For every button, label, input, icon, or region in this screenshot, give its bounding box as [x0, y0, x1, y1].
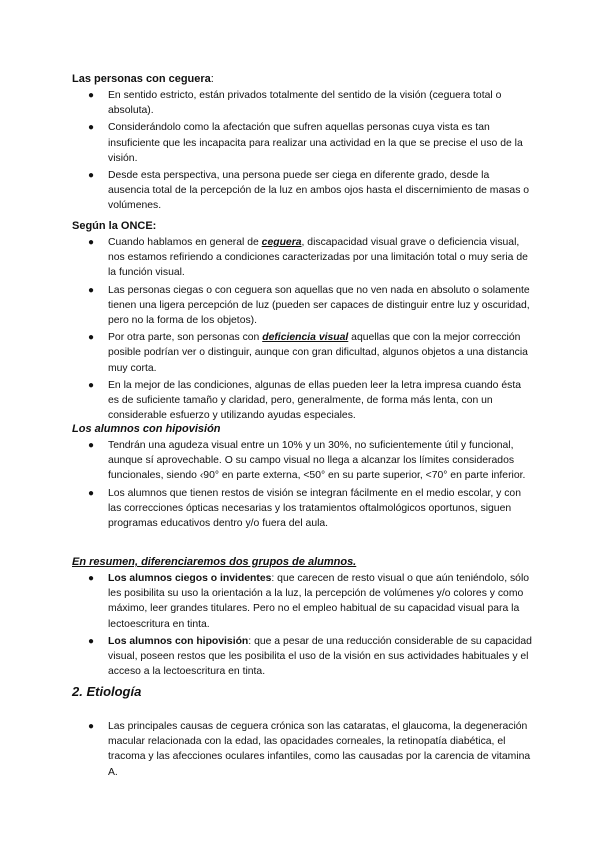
list-item: ● Los alumnos con hipovisión: que a pesar de una reducción considerable de su capacidad visual, poseen restos que les posibilita el uso de la visión en sus actividades habituales y el acceso a la lectoescritura en tinta. — [88, 635, 532, 678]
list-hipovision — [72, 438, 532, 533]
bullet-icon: ● — [88, 284, 95, 296]
list-item: ● Los alumnos ciegos o invidentes: que carecen de resto visual o que aún teniéndolo, sólo les posibilita su uso la orientación a la luz, la percepción de volúmenes y/o colores y como máximo, leer grandes titulares. Pero no el empleo habitual de su capacidad visual para la lectoescritura en tinta. — [88, 573, 530, 630]
bullet-icon: ● — [88, 332, 95, 344]
bullet-icon: ● — [88, 237, 95, 248]
heading-en-resumen: En resumen, diferenciaremos dos grupos de alumnos. — [72, 556, 357, 568]
term-ceguera: ceguera — [261, 237, 302, 248]
list-item: ● Tendrán una agudeza visual entre un 10% y un 30%, no suficientemente útil y funcional, aunque sí aprovechable. O su campo visual no llega a alcanzar los límites considerados funcionales, siendo ‹90° en parte externa, <50° en su parte superior, <70° en parte inferior. — [88, 440, 526, 482]
list-item: ● Las principales causas de ceguera crónica son las cataratas, el glaucoma, la degeneración macular relacionada con la edad, las opacidades corneales, la retinopatía diabética, el tracoma y las afecciones oculares infantiles, como las causadas por la carencia de vitamina A. — [88, 721, 531, 778]
heading-hipovision: Los alumnos con hipovisión — [72, 423, 221, 435]
heading-segun-once: Según la ONCE: — [72, 220, 157, 232]
heading-personas-ceguera: Las personas con ceguera: — [72, 73, 214, 85]
bullet-icon: ● — [88, 721, 95, 732]
bullet-icon: ● — [88, 379, 95, 391]
bullet-icon: ● — [88, 635, 95, 647]
list-item: ● Por otra parte, son personas con deficiencia visual aquellas que con la mejor corrección posible podrían ver o distinguir, aunque con gran dificultad, algunos objetos a una distancia muy corta. — [88, 332, 528, 374]
list-item: ● Considerándolo como la afectación que sufren aquellas personas cuya vista es tan insuficiente que les incapacita para realizar una actividad en la que se precise el uso de la visión. — [88, 122, 523, 164]
list-item: ● En sentido estricto, están privados totalmente del sentido de la visión (ceguera total o absoluta). — [88, 90, 502, 117]
list-item: ● Los alumnos que tienen restos de visión se integran fácilmente en el medio escolar, y con las correcciones ópticas necesarias y los tratamientos oftalmológicos oportunos, siguen programas educativos dentro y/o fuera del aula. — [88, 487, 521, 530]
list-item: ● Cuando hablamos en general de ceguera, discapacidad visual grave o deficiencia visual, nos estamos refiriendo a condiciones caracterizadas por una limitación total o muy seria de la función visual. — [88, 237, 528, 279]
list-segun-once — [72, 235, 532, 425]
list-item: ● Las personas ciegas o con ceguera son aquellas que no ven nada en absoluto o solamente tienen una ligera percepción de luz (pueden ser capaces de distinguir entre luz y oscuridad, pero no la forma de los objetos). — [88, 284, 530, 327]
term-deficiencia-visual: deficiencia visual — [262, 332, 349, 344]
bullet-icon: ● — [88, 90, 95, 101]
bullet-icon: ● — [88, 170, 95, 182]
list-item: ● Desde esta perspectiva, una persona puede ser ciega en diferente grado, desde la ausencia total de la percepción de la luz en ambos ojos hasta el discernimiento de masas o volúmenes. — [88, 170, 530, 212]
section-title-etiologia: 2. Etiología — [72, 684, 142, 699]
list-item: ● En la mejor de las condiciones, algunas de ellas pueden leer la letra impresa cuando ésta es de suficiente tamaño y claridad, pero, generalmente, de forma más lenta, con un considerable esfuerzo y utilizando ayudas especiales. — [88, 379, 521, 422]
list-etiologia — [72, 719, 532, 782]
bullet-icon: ● — [88, 122, 95, 134]
bullet-icon: ● — [88, 487, 95, 499]
bullet-icon: ● — [88, 440, 95, 451]
bullet-icon: ● — [88, 573, 95, 584]
list-en-resumen — [72, 571, 532, 681]
list-personas-ceguera — [72, 88, 532, 216]
